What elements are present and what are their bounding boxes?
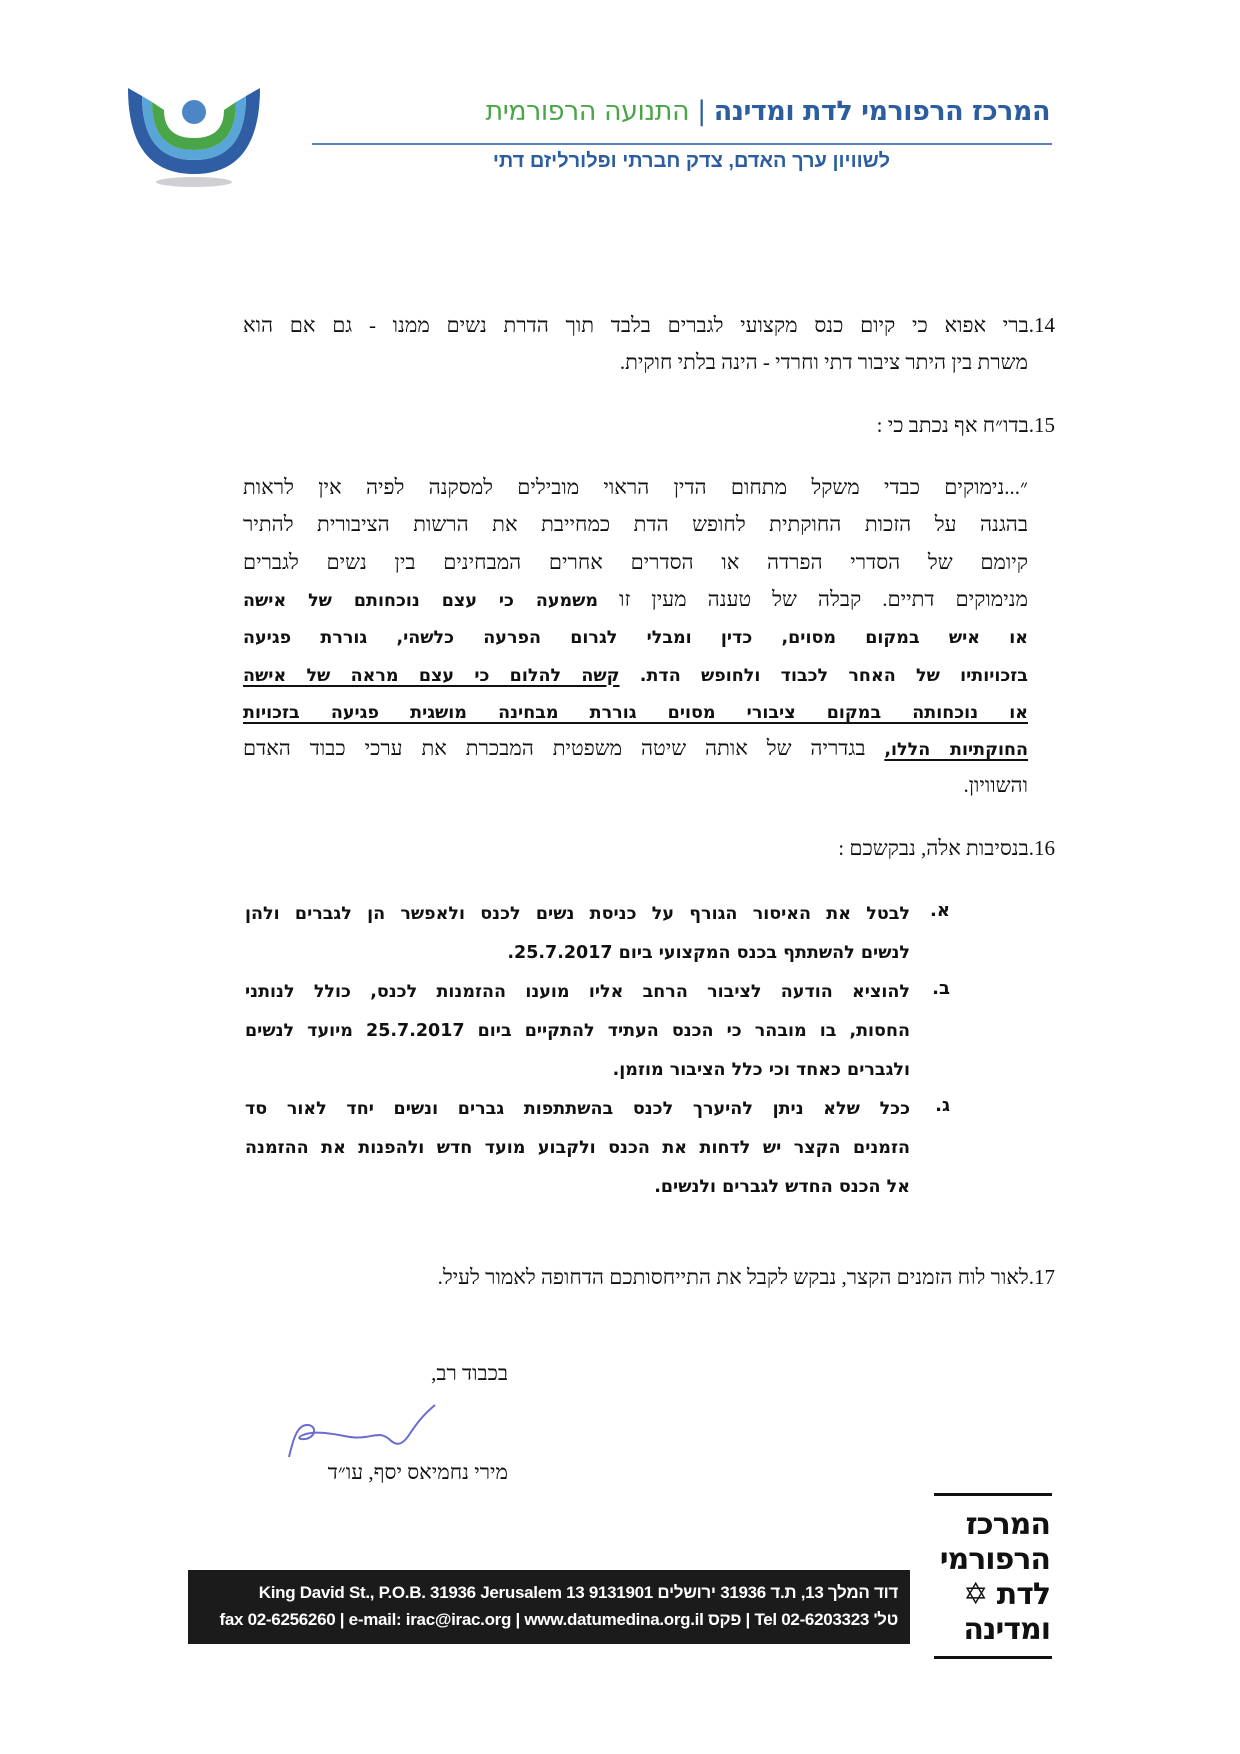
- bold-text: החסות, בו מובהר כי הכנס העתיד להתקיים ביום 25.7.2017 מיועד לנשים: [245, 1021, 911, 1041]
- logo-line: לדת ✡: [963, 1577, 1050, 1612]
- request-line: [245, 899, 910, 927]
- logo-line: הרפורמי: [939, 1542, 1050, 1577]
- paragraph-14-line: [620, 349, 1028, 375]
- organization-title: [485, 96, 1050, 127]
- request-label: א.: [930, 900, 950, 921]
- request-line: [613, 1055, 910, 1083]
- quote-line: [243, 474, 1028, 500]
- bold-text: לבטל את האיסור הגורף על כניסת נשים לכנס ולאפשר הן לגברים ולהן: [245, 904, 910, 924]
- underlined-text: או נוכחותה במקום ציבורי מסוים גוררת מבחינה מושגית פגיעה בזכויות: [243, 702, 1028, 723]
- text-segment: בהגנה על הזכות החוקתית לחופש הדת כמחייבת את הרשות הציבורית להתיר: [243, 512, 1028, 537]
- text-segment: 17.לאור לוח הזמנים הקצר, נבקש לקבל את התייחסותכם הדחופה לאמור לעיל.: [437, 1265, 1055, 1289]
- text-segment: קיומם של הסדרי הפרדה או הסדרים אחרים המבחינים בין נשים לגברים: [243, 549, 1028, 574]
- closing-regards: בכבוד רב,: [431, 1361, 508, 1385]
- request-line: [245, 1094, 910, 1122]
- logo-top-rule: [934, 1493, 1052, 1496]
- bold-text: אל הכנס החדש לגברים ולנשים.: [654, 1177, 910, 1197]
- logo-line: ומדינה: [963, 1612, 1050, 1647]
- title-separator: |: [697, 96, 706, 127]
- quote-line: [243, 698, 1028, 726]
- reform-center-logo-icon: [122, 82, 270, 192]
- paragraph-16-line: [838, 835, 1055, 861]
- text-segment: 16.בנסיבות אלה, נבקשכם :: [838, 836, 1055, 860]
- quote-line: [963, 772, 1028, 798]
- footer-logo: [930, 1493, 1058, 1661]
- bold-text: לנשים להשתתף בכנס המקצועי ביום 25.7.2017.: [507, 943, 910, 963]
- bold-text: ככל שלא ניתן להיערך לכנס בהשתתפות גברים ונשים יחד לאור סד: [245, 1099, 910, 1119]
- org-name: המרכז הרפורמי לדת ומדינה: [713, 96, 1050, 127]
- underlined-text: קשה להלום כי עצם מראה של אישה: [243, 665, 620, 686]
- text-segment: 14.ברי אפוא כי קיום כנס מקצועי לגברים בלבד תוך הדרת נשים ממנו - גם אם הוא: [243, 313, 1055, 337]
- underlined-text: החוקתיות הללו,: [884, 740, 1029, 761]
- text-segment: 15.בדו״ח אף נכתב כי :: [876, 413, 1055, 437]
- footer-contact: טל' Tel 02-6203323 | פקס fax 02-6256260 | e-mail: irac@irac.org | www.datumedina.org.il: [219, 1610, 898, 1629]
- text-segment: והשוויון.: [963, 773, 1028, 798]
- quote-line: [243, 661, 1028, 689]
- request-line: [507, 938, 910, 966]
- quote-line: [243, 586, 1028, 614]
- paragraph-17-line: [438, 1264, 1055, 1290]
- quote-line: [243, 735, 1028, 763]
- text-segment: משרת בין היתר ציבור דתי וחרדי - הינה בלתי חוקית.: [619, 350, 1028, 374]
- header-divider: [312, 143, 1052, 145]
- bold-text: או איש במקום מסוים, כדין ומבלי לגרום הפרעה כלשהי, גוררת פגיעה: [243, 628, 1028, 649]
- request-label: ב.: [932, 978, 950, 999]
- footer-contact-bar: [188, 1570, 910, 1644]
- quote-line: [243, 549, 1028, 575]
- request-line: [245, 1133, 910, 1161]
- bold-text: בזכויותיו של האחר לכבוד ולחופש הדת.: [619, 665, 1028, 686]
- footer-address: דוד המלך 13, ת.ד 31936 ירושלים 9131901 King David St., P.O.B. 31936 Jerusalem 13: [258, 1583, 898, 1602]
- text-segment: מנימוקים דתיים. קבלה של טענה מעין זו: [598, 586, 1028, 611]
- movement-name: התנועה הרפורמית: [485, 96, 690, 127]
- signer-name: מירי נחמיאס יסף, עו״ד: [327, 1460, 508, 1484]
- request-label: ג.: [935, 1095, 950, 1116]
- quote-line: [243, 511, 1028, 537]
- tagline: לשוויון ערך האדם, צדק חברתי ופלורליזם דתי: [492, 150, 890, 172]
- request-line: [654, 1172, 910, 1200]
- bold-text: ולגברים כאחד וכי כלל הציבור מוזמן.: [612, 1060, 910, 1080]
- paragraph-14-line: [243, 312, 1055, 338]
- bold-text: הזמנים הקצר יש לדחות את הכנס ולקבוע מועד חדש ולהפנות את ההזמנה: [245, 1138, 910, 1158]
- logo-line: המרכז: [965, 1507, 1050, 1542]
- text-segment: ״...נימוקים כבדי משקל מתחום הדין הראוי מובילים למסקנה לפיה אין לראות: [243, 475, 1028, 499]
- paragraph-15-line: [877, 412, 1055, 438]
- footer-logo-text: [930, 1507, 1050, 1647]
- request-line: [245, 1016, 910, 1044]
- bold-text: להוציא הודעה לציבור הרחב אליו מוענו ההזמנות לכנס, כולל לנותני: [245, 982, 910, 1002]
- text-segment: בגדריה של אותה שיטה משפטית המבכרת את ערכי כבוד האדם: [243, 736, 885, 761]
- request-line: [245, 977, 910, 1005]
- quote-line: [243, 623, 1028, 651]
- logo-bottom-rule: [934, 1656, 1052, 1659]
- signature-icon: [285, 1395, 485, 1465]
- bold-text: משמעה כי עצם נוכחותם של אישה: [243, 590, 599, 611]
